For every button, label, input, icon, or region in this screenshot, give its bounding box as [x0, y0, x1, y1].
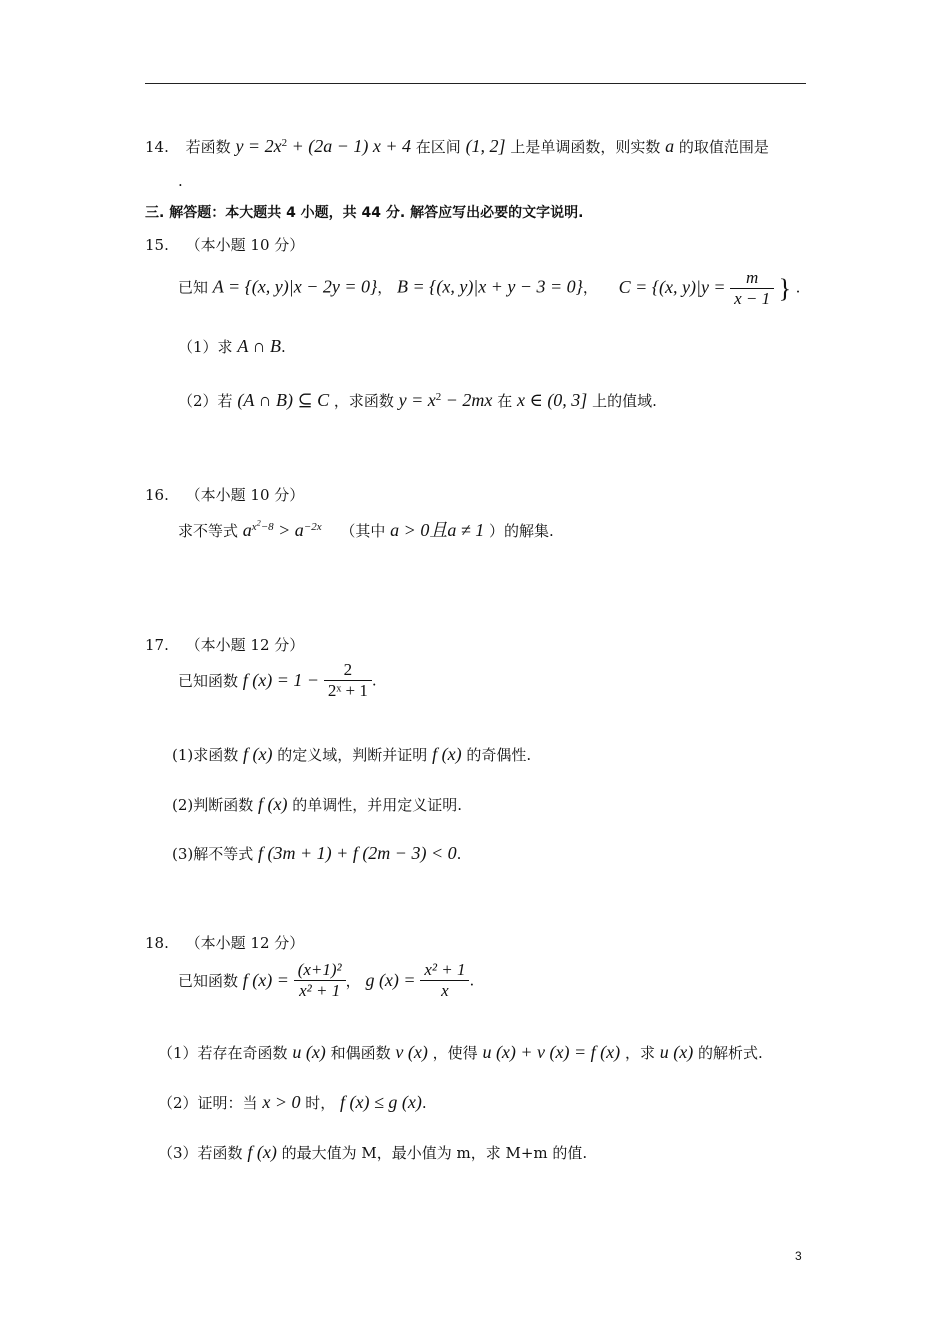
expression: A ∩ B — [237, 336, 281, 356]
text: 求不等式 — [178, 522, 239, 540]
part-text: (2)判断函数 — [172, 796, 254, 814]
question-17-part-1 — [172, 744, 531, 765]
question-number: 14. — [145, 138, 169, 156]
set-a: A = {(x, y)|x − 2y = 0} — [212, 276, 378, 297]
header-rule — [145, 83, 806, 84]
question-16-body — [178, 516, 554, 542]
part-text: 的单调性，并用定义证明. — [292, 796, 463, 814]
text: ）的解集. — [488, 522, 554, 540]
condition: (A ∩ B) ⊆ C — [237, 390, 330, 410]
question-17-part-2 — [172, 794, 462, 815]
question-number: 18. — [145, 934, 169, 952]
text: 若函数 — [185, 138, 231, 156]
question-14 — [145, 136, 769, 157]
score: （本小题 12 分） — [185, 636, 305, 654]
text: ，求函数 — [333, 392, 394, 410]
part-text: （2）证明：当 — [158, 1094, 258, 1112]
text: ， — [345, 972, 361, 990]
question-15-part-2 — [178, 390, 657, 411]
text: 的取值范围是 — [678, 138, 769, 156]
denominator: 2ˣ + 1 — [327, 681, 368, 700]
section-heading: 三. 解答题：本大题共 4 小题，共 44 分. 解答应写出必要的文字说明. — [145, 205, 584, 221]
part-text: （3）若函数 — [158, 1144, 243, 1162]
f-def: f (x) = — [242, 970, 289, 990]
text: 在区间 — [415, 138, 461, 156]
part-text: 的最大值为 M，最小值为 m，求 M+m 的值. — [281, 1144, 588, 1162]
function: f (x) — [258, 794, 288, 814]
text: 已知函数 — [178, 972, 239, 990]
text: . — [795, 278, 801, 297]
question-15-header — [145, 234, 304, 255]
part-text: 时， — [305, 1094, 336, 1112]
text: . — [469, 971, 475, 990]
domain: x ∈ (0, 3] — [517, 390, 588, 410]
part-text: . — [456, 845, 462, 863]
numerator: x² + 1 — [420, 960, 469, 981]
function: f (x) — [243, 744, 273, 764]
fraction — [294, 960, 346, 1001]
function: u (x) — [659, 1042, 694, 1062]
page-number: 3 — [795, 1249, 802, 1263]
part-text: . — [421, 1094, 427, 1112]
score: （本小题 10 分） — [185, 486, 305, 504]
set-c-right: } — [778, 273, 792, 303]
question-18-given — [178, 960, 474, 1001]
function: f (x) — [247, 1142, 277, 1162]
condition: a > 0且a ≠ 1 — [390, 520, 485, 540]
text: 上的值域. — [592, 392, 657, 410]
numerator: 2 — [324, 660, 372, 681]
denominator: x — [441, 981, 449, 1000]
part-text: （1）若存在奇函数 — [158, 1044, 288, 1062]
function: f (x) — [432, 744, 462, 764]
text: ， — [377, 278, 393, 297]
text: . — [281, 338, 286, 356]
denominator: x² + 1 — [299, 981, 341, 1000]
part-text: 和偶函数 — [330, 1044, 391, 1062]
part-text: 的奇偶性. — [466, 746, 532, 764]
fraction — [324, 660, 372, 701]
part-text: (1)求函数 — [172, 746, 239, 764]
question-number: 15. — [145, 236, 169, 254]
equation: u (x) + v (x) = f (x) — [482, 1042, 621, 1062]
inequality: f (3m + 1) + f (2m − 3) < 0 — [258, 843, 457, 863]
text: ， — [582, 278, 598, 297]
formula: $y = 2x^2 + (2a - 1) x + 4$ — [235, 136, 411, 156]
fraction — [730, 268, 774, 309]
function: $y = x^2 - 2mx$ — [398, 390, 493, 410]
g-def: g (x) = — [365, 970, 416, 990]
part-label: （2）若 — [178, 392, 233, 410]
text: 已知函数 — [178, 672, 239, 690]
question-17-header — [145, 634, 304, 655]
question-17-part-3 — [172, 843, 461, 864]
interval: (1, 2] — [465, 136, 506, 156]
variable: a — [665, 136, 675, 156]
score: （本小题 10 分） — [185, 236, 305, 254]
function: v (x) — [395, 1042, 428, 1062]
answer-blank-dot: . — [178, 172, 183, 190]
set-c-left: C = {(x, y)|y = — [618, 276, 726, 297]
question-18-header — [145, 932, 304, 953]
score: （本小题 12 分） — [185, 934, 305, 952]
inequality: $a^{x^2-8} > a^{-2x}$ — [242, 518, 322, 540]
text: （其中 — [340, 522, 386, 540]
part-text: ，求 — [624, 1044, 655, 1062]
question-number: 17. — [145, 636, 169, 654]
text: . — [371, 671, 377, 690]
numerator: m — [730, 268, 774, 289]
part-text: 的定义域，判断并证明 — [277, 746, 428, 764]
denominator: x − 1 — [734, 289, 771, 308]
part-text: (3)解不等式 — [172, 845, 254, 863]
question-15-given — [178, 268, 800, 309]
text: 已知 — [178, 278, 209, 297]
condition: x > 0 — [262, 1092, 301, 1112]
question-17-given — [178, 660, 377, 701]
part-text: 的解析式. — [698, 1044, 763, 1062]
question-18-part-3 — [158, 1142, 587, 1163]
question-18-part-2 — [158, 1092, 427, 1113]
question-16-header — [145, 484, 304, 505]
set-c — [618, 268, 796, 308]
part-label: （1）求 — [178, 338, 233, 356]
function-def: f (x) = 1 − — [242, 670, 320, 690]
fraction — [420, 960, 469, 1001]
inequality: f (x) ≤ g (x) — [340, 1092, 422, 1112]
part-text: ，使得 — [432, 1044, 478, 1062]
set-b: B = {(x, y)|x + y − 3 = 0} — [397, 276, 583, 297]
question-18-part-1 — [158, 1042, 763, 1063]
numerator: (x+1)² — [294, 960, 346, 981]
text: 在 — [497, 392, 513, 410]
text: 上是单调函数，则实数 — [510, 138, 661, 156]
question-number: 16. — [145, 486, 169, 504]
question-15-part-1 — [178, 336, 286, 357]
function: u (x) — [292, 1042, 326, 1062]
